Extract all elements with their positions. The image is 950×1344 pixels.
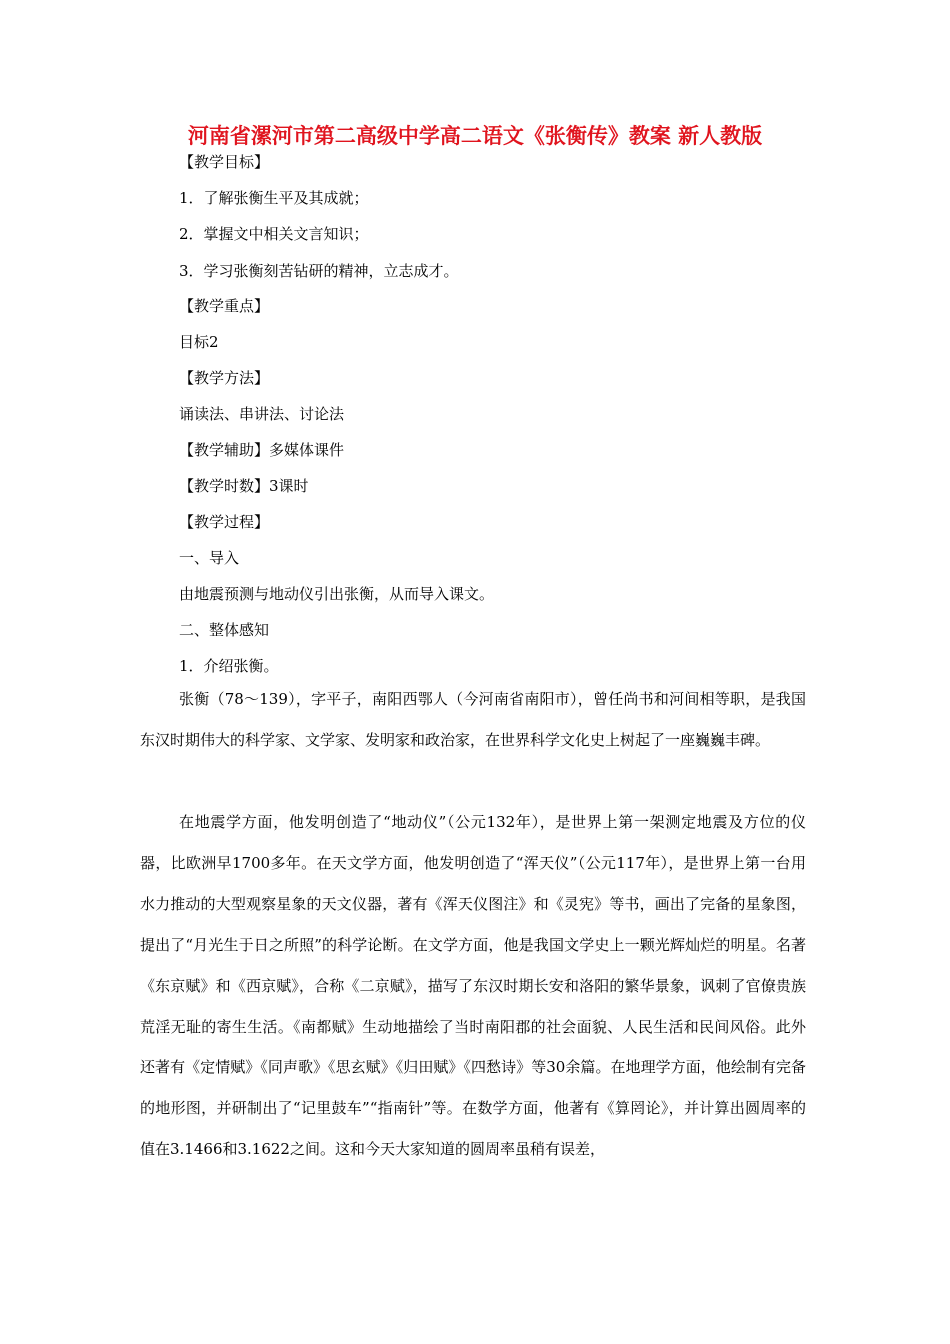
achievements-paragraph: 在地震学方面，他发明创造了“地动仪”（公元132年），是世界上第一架测定地震及方位的仪器，比欧洲早1700多年。在天文学方面，他发明创造了“浑天仪”（公元117年），是世界上第一台用水力推动的大型观察星象的天文仪器，著有《浑天仪图注》和《灵宪》等书，画出了完备的星象图，提出了“月光生于日之所照”的科学论断。在文学方面，他是我国文学史上一颗光辉灿烂的明星。名著《东京赋》和《西京赋》，合称《二京赋》，描写了东汉时期长安和洛阳的繁华景象，讽刺了官僚贵族荒淫无耻的寄生生活。《南都赋》生动地描绘了当时南阳郡的社会面貌、人民生活和民间风俗。此外还著有《定情赋》《同声歌》《思玄赋》《归田赋》《四愁诗》等30余篇。在地理学方面，他绘制有完备的地形图，并研制出了“记里鼓车”“指南针”等。在数学方面，他著有《算罔论》，并计算出圆周率的值在3.1466和3.1622之间。这和今天大家知道的圆周率虽稍有误差， [140, 813, 806, 1159]
document-title: 河南省漯河市第二高级中学高二语文《张衡传》教案 新人教版 [187, 123, 763, 148]
section-heading-process: 【教学过程】 [179, 513, 270, 531]
step-heading-overview: 二、整体感知 [179, 621, 270, 639]
biography-paragraph: 张衡（78～139），字平子，南阳西鄂人（今河南省南阳市），曾任尚书和河间相等职，是我国东汉时期伟大的科学家、文学家、发明家和政治家，在世界科学文化史上树起了一座巍巍丰碑。 [140, 690, 806, 749]
objective-item-2: 2．掌握文中相关文言知识； [179, 225, 369, 243]
section-heading-methods: 【教学方法】 [179, 369, 270, 387]
class-hours-line: 【教学时数】3课时 [179, 477, 309, 495]
section-heading-objectives: 【教学目标】 [179, 153, 270, 171]
objective-item-3: 3．学习张衡刻苦钻研的精神，立志成才。 [179, 262, 459, 280]
step-heading-intro: 一、导入 [179, 549, 240, 567]
key-point-text: 目标2 [179, 333, 219, 351]
objective-item-1: 1．了解张衡生平及其成就； [179, 189, 369, 207]
methods-text: 诵读法、串讲法、讨论法 [179, 405, 345, 423]
section-heading-key-points: 【教学重点】 [179, 297, 270, 315]
teaching-aids-line: 【教学辅助】多媒体课件 [179, 441, 345, 459]
overview-item-1: 1．介绍张衡。 [179, 657, 279, 675]
intro-text: 由地震预测与地动仪引出张衡，从而导入课文。 [179, 585, 495, 603]
